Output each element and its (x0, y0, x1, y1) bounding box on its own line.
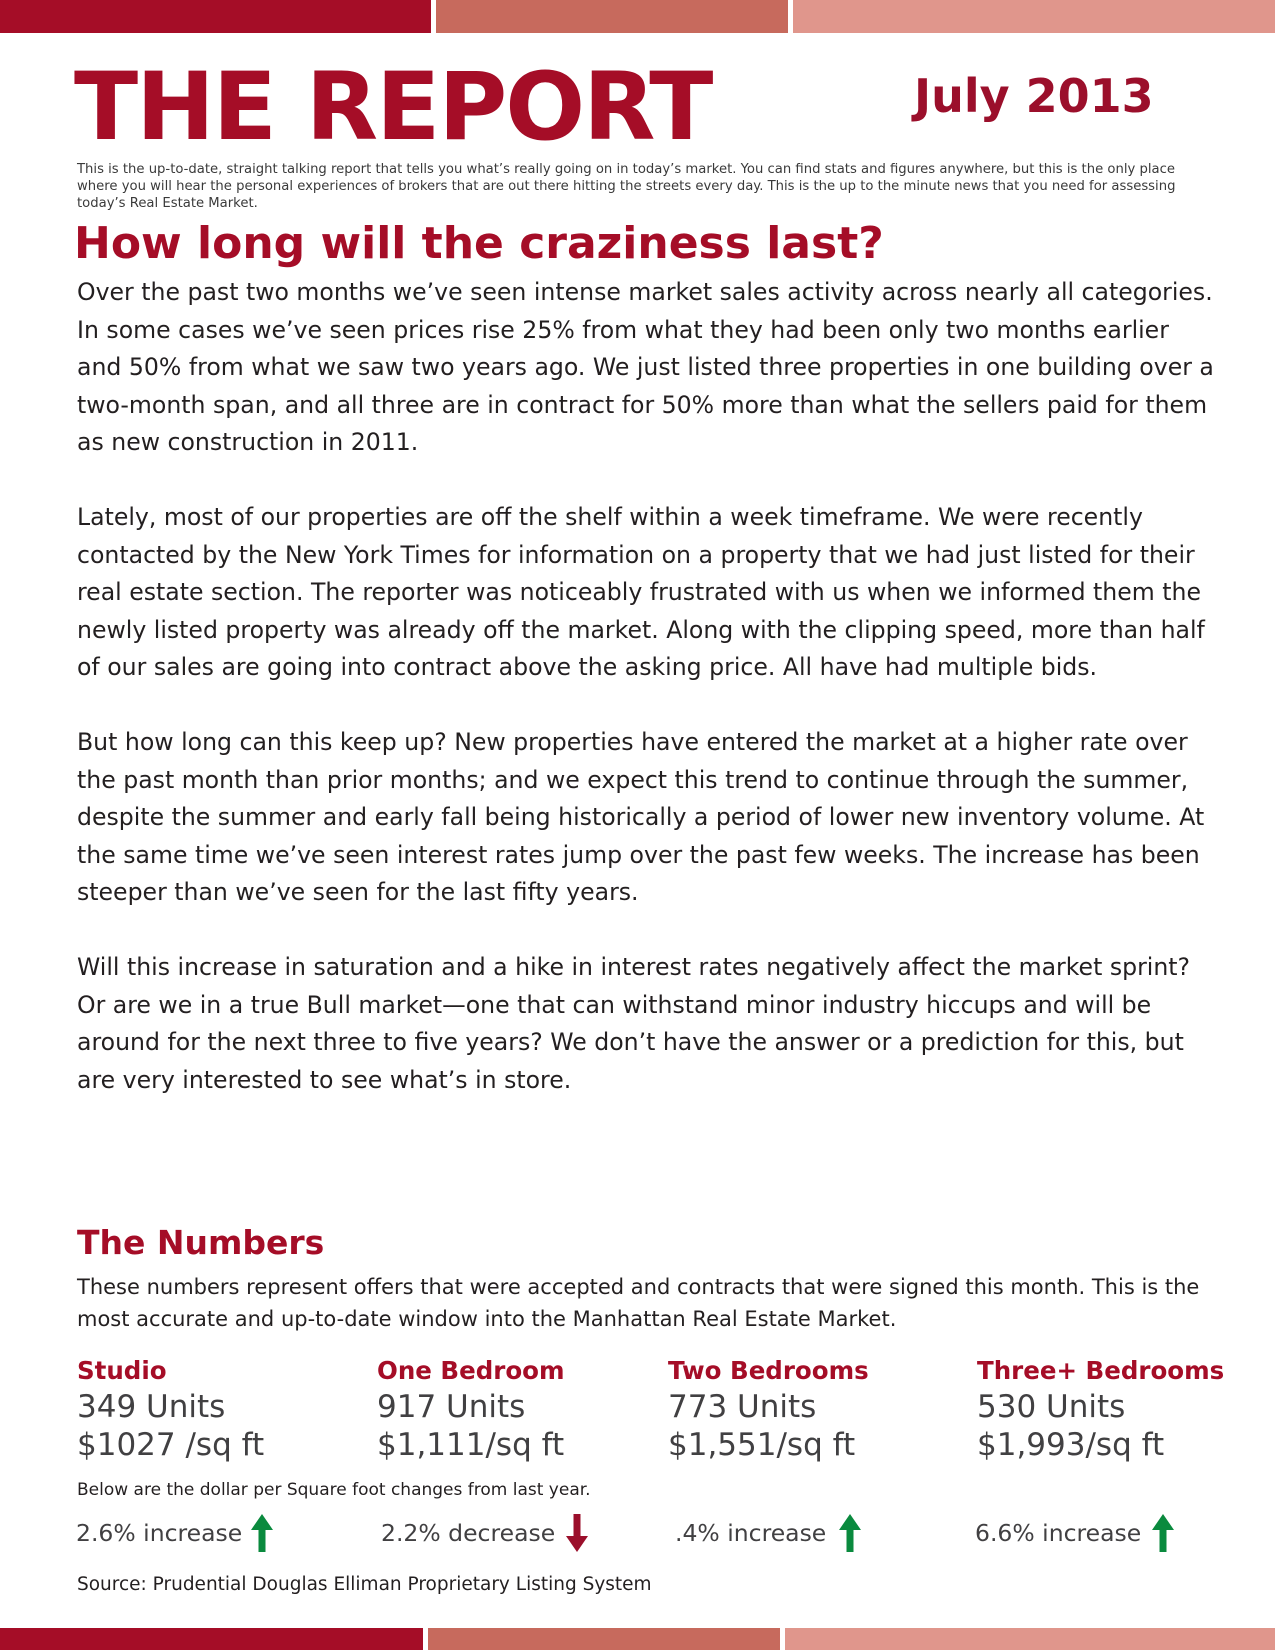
category-units: 530 Units (977, 1389, 1126, 1425)
category-units: 773 Units (668, 1389, 817, 1425)
article-headline: How long will the craziness last? (74, 218, 884, 269)
source-note: Source: Prudential Douglas Elliman Proprietary Listing System (77, 1574, 652, 1595)
category-price: $1,111/sq ft (377, 1427, 565, 1463)
numbers-section-title: The Numbers (77, 1223, 325, 1262)
change-three-plus-bedrooms (975, 1512, 1175, 1554)
category-two-bedrooms (668, 1354, 869, 1464)
change-studio (76, 1512, 274, 1554)
category-studio (77, 1354, 264, 1464)
change-label: .4% increase (675, 1519, 827, 1547)
article-paragraph: Will this increase in saturation and a hike in interest rates negatively affect the market sprint? Or are we in a true Bull market—one that can withstand minor industry hiccups and will be around for the next three to five years? We don’t have the answer or a prediction for this, but are very interested to see what’s in store. (77, 953, 1191, 1094)
arrow-up-icon (838, 1512, 862, 1554)
numbers-description: These numbers represent offers that were accepted and contracts that were signed this month. This is the most accurate and up-to-date window into the Manhattan Real Estate Market. (77, 1275, 1200, 1331)
category-price: $1,551/sq ft (668, 1427, 856, 1463)
arrow-down-icon (565, 1512, 589, 1554)
category-one-bedroom (377, 1354, 565, 1464)
change-label: 6.6% increase (975, 1519, 1142, 1547)
category-name: Three+ Bedrooms (977, 1356, 1225, 1385)
category-units: 349 Units (77, 1389, 226, 1425)
category-units: 917 Units (377, 1389, 526, 1425)
category-price: $1027 /sq ft (77, 1427, 265, 1463)
category-three-plus-bedrooms (977, 1354, 1224, 1464)
report-title: THE REPORT (74, 53, 712, 162)
article-paragraph: Over the past two months we’ve seen intense market sales activity across nearly all categories. In some cases we’ve seen prices rise 25% from what they had been only two months earlier and 50% from what we saw two years ago. We just listed three properties in one building over a two-month span, and all three are in contract for 50% more than what the sellers paid for them as new construction in 2011. (77, 278, 1214, 456)
report-date: July 2013 (914, 69, 1154, 123)
top-bar-segment-mid (436, 0, 788, 33)
top-bar-segment-light (793, 0, 1275, 33)
change-two-bedrooms (675, 1512, 862, 1554)
arrow-up-icon (1151, 1512, 1175, 1554)
article-body (77, 274, 1217, 1137)
category-name: One Bedroom (377, 1356, 565, 1385)
change-label: 2.6% increase (76, 1519, 243, 1547)
change-label: 2.2% decrease (381, 1519, 556, 1547)
bottom-bar-segment-light (785, 1628, 1275, 1650)
change-one-bedroom (381, 1512, 589, 1554)
category-name: Two Bedrooms (668, 1356, 869, 1385)
report-intro: This is the up-to-date, straight talking report that tells you what’s really going on in today’s market. You can find stats and figures anywhere, but this is the only place where you will hear the personal experiences of brokers that are out there hitting the streets every day. This is the up to the minute news that you need for assessing today’s Real Estate Market. (77, 162, 1176, 211)
bottom-bar-segment-mid (428, 1628, 780, 1650)
category-name: Studio (77, 1356, 167, 1385)
top-bar-segment-dark (0, 0, 431, 33)
bottom-bar-segment-dark (0, 1628, 423, 1650)
changes-note: Below are the dollar per Square foot changes from last year. (77, 1480, 591, 1500)
article-paragraph: But how long can this keep up? New properties have entered the market at a higher rate over the past month than prior months; and we expect this trend to continue through the summer, despite the summer and early fall being historically a period of lower new inventory volume. At the same time we’ve seen interest rates jump over the past few weeks. The increase has been steeper than we’ve seen for the last fifty years. (77, 728, 1205, 906)
arrow-up-icon (250, 1512, 274, 1554)
category-price: $1,993/sq ft (977, 1427, 1165, 1463)
article-paragraph: Lately, most of our properties are off the shelf within a week timeframe. We were recently contacted by the New York Times for information on a property that we had just listed for their real estate section. The reporter was noticeably frustrated with us when we informed them the newly listed property was already off the market. Along with the clipping speed, more than half of our sales are going into contract above the asking price. All have had multiple bids. (77, 503, 1205, 681)
